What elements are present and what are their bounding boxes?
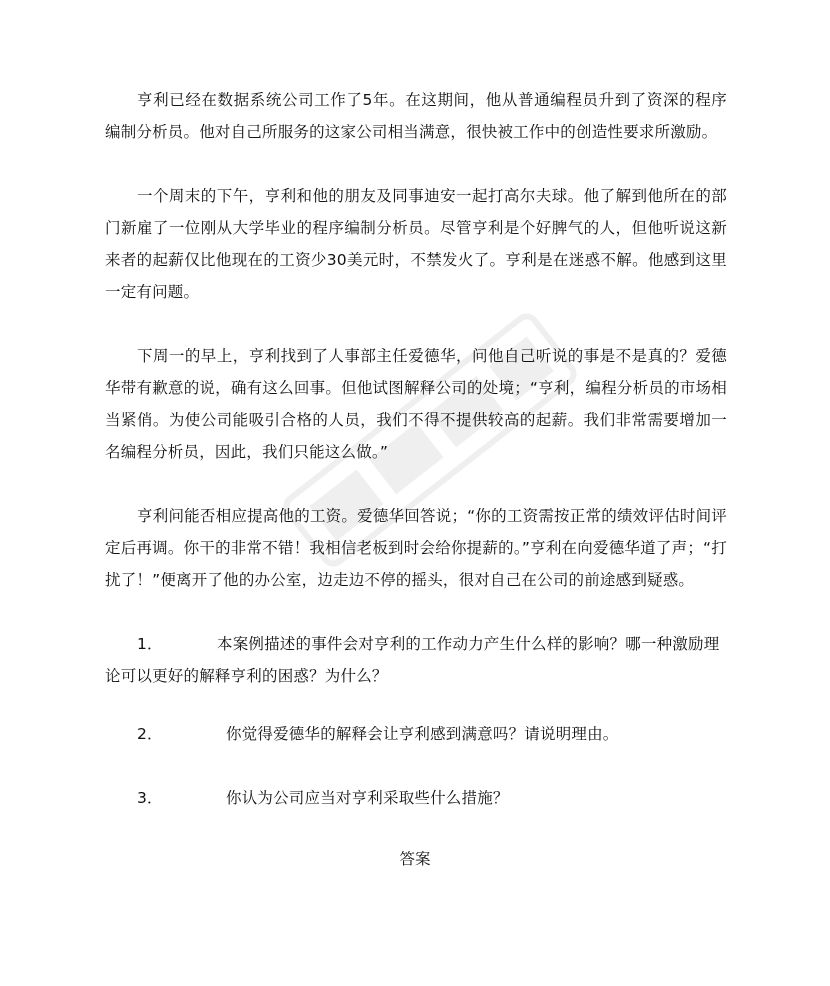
question-number: 1． <box>137 635 163 653</box>
case-paragraph-3: 下周一的早上，亨利找到了人事部主任爱德华，问他自己听说的事是不是真的？爱德华带有歉意的说，确有这么回事。但他试图解释公司的处境；“亨利，编程分析员的市场相当紧俏。为使公司能吸引合格的人员，我们不得不提供较高的起薪。我们非常需要增加一名编程分析员，因此，我们只能这么做。” <box>105 347 727 461</box>
case-paragraph-2: 一个周末的下午，亨利和他的朋友及同事迪安一起打高尔夫球。他了解到他所在的部门新雇了一位刚从大学毕业的程序编制分析员。尽管亨利是个好脾气的人，但他听说这新来者的起薪仅比他现在的工资少30美元时，不禁发火了。亨利是在迷惑不解。他感到这里一定有问题。 <box>105 187 727 301</box>
question-3 <box>105 782 727 814</box>
case-paragraph-4: 亨利问能否相应提高他的工资。爱德华回答说；“你的工资需按正常的绩效评估时间评定后再调。你干的非常不错！我相信老板到时会给你提薪的。”亨利在向爱德华道了声；“打扰了！”便离开了他的办公室，边走边不停的摇头，很对自己在公司的前途感到疑惑。 <box>105 507 727 589</box>
question-1 <box>105 628 727 692</box>
answer-heading: 答案 <box>399 850 431 868</box>
question-text: 你觉得爱德华的解释会让亨利感到满意吗？请说明理由。 <box>226 725 619 743</box>
case-paragraph-1: 亨利已经在数据系统公司工作了5年。在这期间，他从普通编程员升到了资深的程序编制分析员。他对自己所服务的这家公司相当满意，很快被工作中的创造性要求所激励。 <box>105 91 727 141</box>
question-text: 你认为公司应当对亨利采取些什么措施？ <box>226 789 509 807</box>
question-2 <box>105 718 727 750</box>
question-number: 2． <box>137 725 163 743</box>
question-number: 3． <box>137 789 163 807</box>
question-text: 本案例描述的事件会对亨利的工作动力产生什么样的影响？哪一种激励理论可以更好的解释亨利的困惑？为什么？ <box>105 635 720 685</box>
